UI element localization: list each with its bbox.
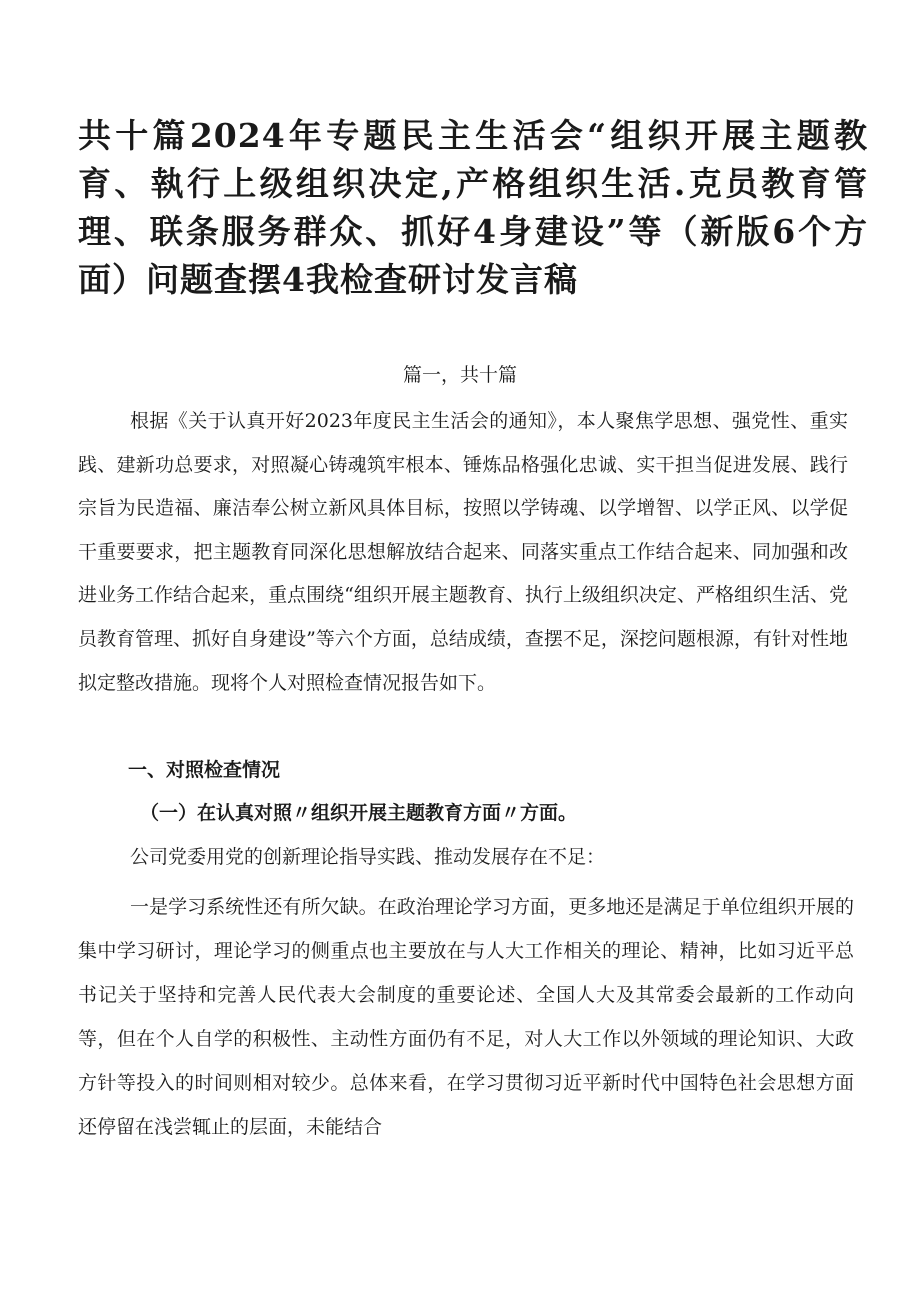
lead-sentence: 公司党委用党的创新理论指导实践、推动发展存在不足： — [130, 846, 606, 868]
section-heading: 篇一，共十篇 — [402, 364, 517, 386]
subheading-level-2: （一）在认真对照〃组织开展主题教育方面〃方面。 — [140, 802, 578, 824]
body-paragraph: 一是学习系统性还有所欠缺。在政治理论学习方面，更多地还是满足于单位组织开展的集中学习研讨，理论学习的侧重点也主要放在与人大工作相关的理论、精神，比如习近平总书记关于坚持和完善人民代表大会制度的重要论述、全国人大及其常委会最新的工作动向等，但在个人自学的积极性、主动性方面仍有不足，对人大工作以外领域的理论知识、大政方针等投入的时间则相对较少。总体来看，在学习贯彻习近平新时代中国特色社会思想方面还停留在浅尝辄止的层面，未能结合 — [78, 896, 854, 1138]
intro-paragraph: 根据《关于认真开好2023年度民主生活会的通知》，本人聚焦学思想、强党性、重实践、建新功总要求，对照凝心铸魂筑牢根本、锤炼品格强化忠诚、实干担当促进发展、践行宗旨为民造福、廉洁奉公树立新风具体目标，按照以学铸魂、以学增智、以学正风、以学促干重要要求，把主题教育同深化思想解放结合起来、同落实重点工作结合起来、同加强和改进业务工作结合起来，重点围绕“组织开展主题教育、执行上级组织决定、严格组织生活、党员教育管理、抓好自身建设”等六个方面，总结成绩，查摆不足，深挖问题根源，有针对性地拟定整改措施。现将个人对照检查情况报告如下。 — [78, 410, 848, 694]
document-title: 共十篇2024年专题民主生活会“组织开展主题教育、執行上级组织决定,产格组织生活.克员教育管理、联条服务群众、抓好4身建设”等（新版6个方面）问题查摆4我检查研讨发言稿 — [78, 116, 868, 299]
heading-level-1: 一、对照检查情况 — [128, 759, 281, 781]
